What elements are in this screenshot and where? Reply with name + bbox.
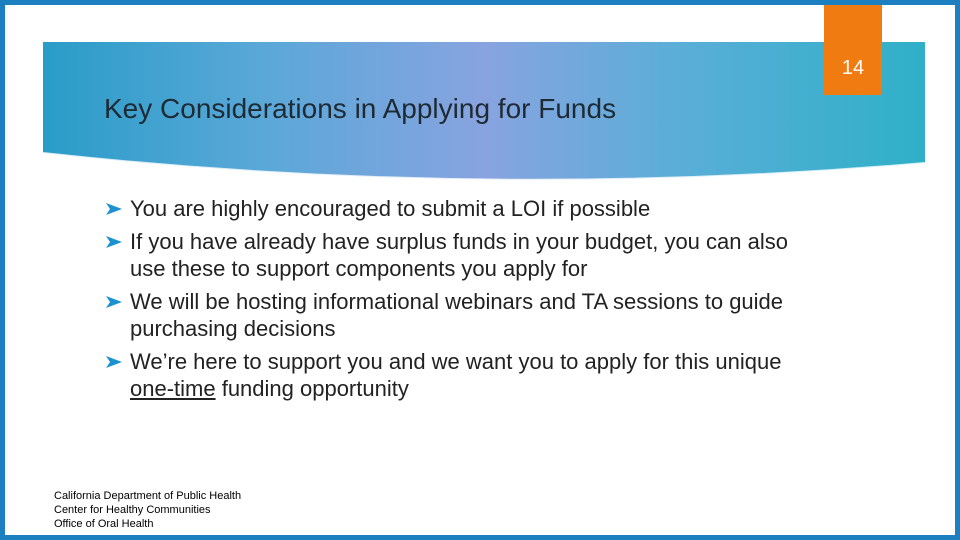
bullet-item <box>103 288 793 342</box>
page-number-tab <box>824 5 882 95</box>
bullet-text-end: funding opportunity <box>215 376 409 401</box>
title-banner-wave <box>43 123 925 187</box>
arrowhead-bullet-icon <box>105 295 123 309</box>
arrowhead-bullet-icon <box>105 355 123 369</box>
slide-title: Key Considerations in Applying for Funds <box>104 93 617 124</box>
bullet-text: You are highly encouraged to submit a LOI if possible <box>130 196 651 221</box>
arrowhead-bullet-icon <box>105 202 123 216</box>
bullet-text: If you have already have surplus funds in your budget, you can also use these to support components you apply for <box>130 229 788 281</box>
bullet-underlined-text: one-time <box>130 376 216 401</box>
bullet-item <box>103 348 793 402</box>
bullet-list <box>103 195 793 408</box>
footer-line: Center for Healthy Communities <box>54 504 211 516</box>
footer-line: California Department of Public Health <box>54 490 242 502</box>
bullet-text: We will be hosting informational webinars and TA sessions to guide purchasing decisions <box>130 289 784 341</box>
bullet-item <box>103 195 793 222</box>
arrowhead-bullet-icon <box>105 235 123 249</box>
bullet-text-start: We’re here to support you and we want you to apply for this unique <box>130 349 782 374</box>
page-number: 14 <box>841 57 865 79</box>
organization-footer <box>54 489 241 531</box>
footer-line: Office of Oral Health <box>54 518 154 530</box>
bullet-item <box>103 228 793 282</box>
